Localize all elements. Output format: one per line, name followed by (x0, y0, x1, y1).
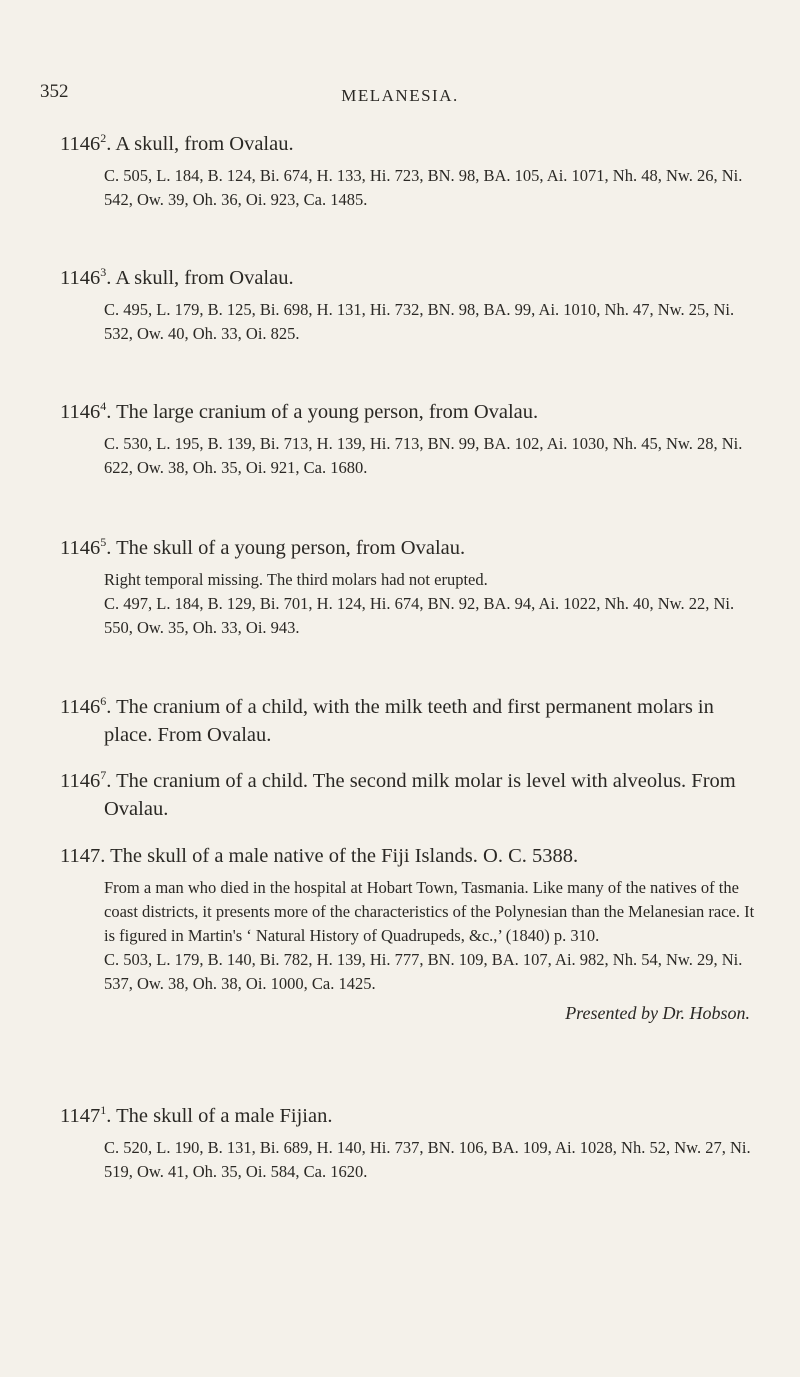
entry-number: 1146 (60, 266, 101, 289)
entry-heading (60, 1096, 760, 1130)
entry-note: Right temporal missing. The third molars had not erupted. (104, 569, 488, 589)
running-head: MELANESIA. (341, 86, 459, 105)
entry-heading (60, 392, 760, 426)
entry-superscript: 3 (100, 265, 107, 279)
catalogue-entry (60, 124, 760, 212)
entry-title: . The cranium of a child, with the milk teeth and first permanent molars in place. From Ovalau. (104, 695, 714, 746)
entry-title: . The skull of a male Fijian. (106, 1104, 333, 1127)
entry-measurements: C. 520, L. 190, B. 131, Bi. 689, H. 140, Hi. 737, BN. 106, BA. 109, Ai. 1028, Nh. 52, Nw. 27, Ni. 519, Ow. 41, Oh. 35, Oi. 584, Ca. 1620. (104, 1137, 751, 1181)
entry-superscript: 4 (100, 399, 107, 413)
entry-superscript: 6 (100, 694, 107, 708)
entry-number: 1147 (60, 1104, 101, 1127)
catalogue-entry (60, 258, 760, 346)
entry-heading (60, 258, 760, 292)
entry-title: . The cranium of a child. The second milk molar is level with alveolus. From Ovalau. (104, 769, 736, 820)
catalogue-entry (60, 836, 760, 1026)
entry-number: 1146 (60, 695, 101, 718)
entry-number: 1146 (60, 400, 101, 423)
entry-number: 1147 (60, 844, 101, 867)
catalogue-entry (60, 1096, 760, 1184)
entry-superscript: 5 (100, 535, 107, 549)
entry-note: From a man who died in the hospital at Hobart Town, Tasmania. Like many of the natives of the coast districts, it presents more of the characteristics of the Polynesian than the Melanesian race. It is figured in Martin's ‘ Natural History of Quadrupeds, &c.,’ (1840) p. 310. (104, 877, 755, 945)
catalogue-entry (60, 528, 760, 640)
entry-heading (60, 687, 760, 749)
catalogue-entry (60, 687, 760, 749)
entry-superscript: 1 (100, 1103, 107, 1117)
entry-measurements: C. 530, L. 195, B. 139, Bi. 713, H. 139, Hi. 713, BN. 99, BA. 102, Ai. 1030, Nh. 45, Nw. 28, Ni. 622, Ow. 38, Oh. 35, Oi. 921, Ca. 1680. (104, 433, 743, 477)
entry-number: 1146 (60, 769, 101, 792)
catalogue-entry (60, 761, 760, 823)
entry-title: . The skull of a young person, from Ovalau. (106, 536, 466, 559)
catalogue-entry (60, 392, 760, 480)
page-number: 352 (40, 81, 69, 102)
entry-measurements: C. 503, L. 179, B. 140, Bi. 782, H. 139, Hi. 777, BN. 109, BA. 107, Ai. 982, Nh. 54, Nw. 29, Ni. 537, Ow. 38, Oh. 38, Oi. 1000, Ca. 1425. (104, 949, 743, 993)
entry-title: . The large cranium of a young person, from Ovalau. (106, 400, 539, 423)
entry-measurements: C. 497, L. 184, B. 129, Bi. 701, H. 124, Hi. 674, BN. 92, BA. 94, Ai. 1022, Nh. 40, Nw. 22, Ni. 550, Ow. 35, Oh. 33, Oi. 943. (104, 593, 735, 637)
entry-measurements: C. 495, L. 179, B. 125, Bi. 698, H. 131, Hi. 732, BN. 98, BA. 99, Ai. 1010, Nh. 47, Nw. 25, Ni. 532, Ow. 40, Oh. 33, Oi. 825. (104, 299, 735, 343)
entry-heading (60, 836, 760, 870)
entry-credit: Presented by Dr. Hobson. (565, 1002, 750, 1023)
entry-heading (60, 124, 760, 158)
entry-title: . A skull, from Ovalau. (106, 266, 294, 289)
entry-title: . A skull, from Ovalau. (106, 132, 294, 155)
entry-number: 1146 (60, 132, 101, 155)
entry-number: 1146 (60, 536, 101, 559)
entry-heading (60, 761, 760, 823)
entry-heading (60, 528, 760, 562)
entry-title: . The skull of a male native of the Fiji Islands. O. C. 5388. (100, 844, 579, 867)
entry-superscript: 2 (100, 131, 107, 145)
entry-measurements: C. 505, L. 184, B. 124, Bi. 674, H. 133, Hi. 723, BN. 98, BA. 105, Ai. 1071, Nh. 48, Nw. 26, Ni. 542, Ow. 39, Oh. 36, Oi. 923, Ca. 1485. (104, 165, 743, 209)
entry-superscript: 7 (100, 768, 107, 782)
